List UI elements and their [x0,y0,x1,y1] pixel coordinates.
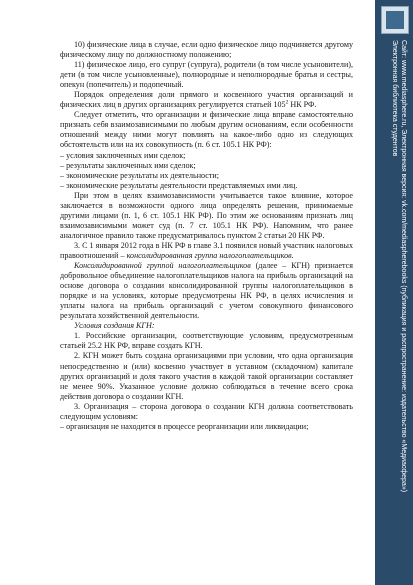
paragraph: При этом в целях взаимозависимости учитывается такое влияние, которое заключается в возможности одного лица определять решения, принимаемые другими лицами (п. 1, 6 ст. 105.1 НК РФ). По этим же основаниям признать лиц взаимозависимыми может суд (п. 7 ст. 105.1 НК РФ). Напомним, что ранее аналогичное правило также предусматривалось пунктом 2 статьи 20 НК РФ. [60,190,353,240]
paragraph: 10) физические лица в случае, если одно физическое лицо подчиняется другому физическому лицу по должностному положению; [60,40,353,60]
list-item: – организация не находится в процессе реорганизации или ликвидации; [60,421,309,431]
logo-icon [381,6,409,34]
paragraph-text: НК РФ. [288,100,317,110]
section-heading: Условия создания КГН: [74,321,155,331]
list-item: – результаты заключенных ими сделок; [60,160,196,170]
paragraph [60,90,353,110]
paragraph [60,261,353,321]
document-body [60,40,353,432]
italic-term: Консолидированной группой налогоплательщиков [74,261,251,271]
paragraph: Следует отметить, что организации и физические лица вправе самостоятельно признать себя взаимозависимыми по любым другим основаниям, если особенности отношений между ними могут повлиять на какое-либо одно из следующих обстоятельств или на их совокупность (п. 6 ст. 105.1 НК РФ): [60,110,353,150]
paragraph: 3. Организация – сторона договора о создании КГН должна соответствовать следующим условиям: [60,401,353,421]
sidebar-line-2: Электронная библиотека студентов [391,40,398,157]
paragraph-text: 3. С 1 января 2012 года в НК РФ в главе 3.1 появился новый участник налоговых правоотношений – [60,240,353,260]
sidebar-banner-text [390,40,408,492]
sidebar-line-1: Сайт: www.mediasphere.ru, Электронная версия: vk.com/mediaspherebooks (публикация и распространение: издательство «Медиасфера») [400,40,407,493]
italic-term: консолидированная группа налогоплательщиков. [126,250,294,260]
list-item: – условия заключенных ими сделок; [60,150,186,160]
list-item: – экономические результаты деятельности представляемых ими лиц. [60,180,298,190]
paragraph: 2. КГН может быть создана организациями при условии, что одна организация непосредственно и (или) косвенно участвует в уставном (складочном) капитале других организаций и доля такого участия в каждой такой организации составляет не менее 90%. Указанное условие должно соблюдаться в течение всего срока действия договора о создании КГН. [60,351,353,401]
list-item: – экономические результаты их деятельности; [60,170,220,180]
paragraph: 1. Российские организации, соответствующие условиям, предусмотренным статьей 25.2 НК РФ, вправе создать КГН. [60,331,353,351]
paragraph [60,241,353,261]
paragraph: 11) физическое лицо, его супруг (супруга), родители (в том числе усыновители), дети (в том числе усыновленные), полнородные и неполнородные братья и сестры, опекун (попечитель) и подопечный. [60,60,353,90]
paragraph-text: (далее – КГН) признается добровольное объединение налогоплательщиков налога на прибыль организаций на основе договора о создании консолидированной группы налогоплательщиков в порядке и на условиях, которые предусмотрены НК РФ, в целях исчисления и уплаты налога на прибыль организаций с учетом совокупного финансового результата хозяйственной деятельности. [60,261,353,321]
paragraph-text: Порядок определения доли прямого и косвенного участия организаций и физических лиц в других организациях регулируется статьей 105 [60,90,353,110]
superscript: 2 [285,99,289,106]
